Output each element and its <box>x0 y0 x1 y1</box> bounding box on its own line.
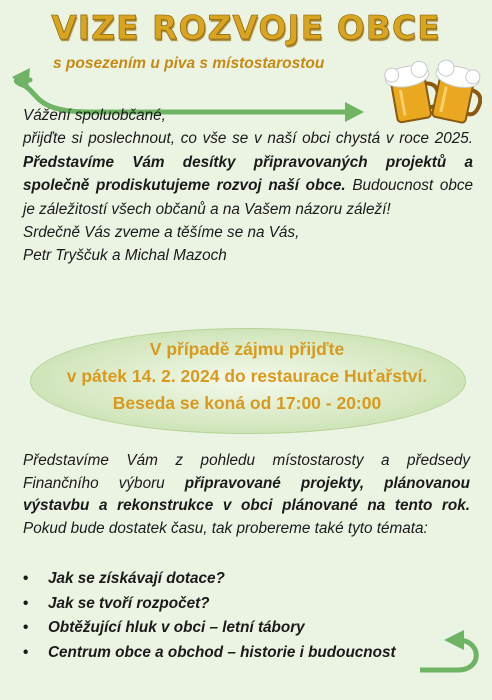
topic-text: Obtěžující hluk v obci – letní tábory <box>48 619 305 636</box>
list-item <box>23 592 396 617</box>
intro-after: Budoucnost obce je záležitostí všech občanů a na Vašem názoru záleží! <box>23 177 473 218</box>
bullet-icon: • <box>23 643 29 661</box>
event-info <box>30 336 464 417</box>
body-text <box>23 450 470 541</box>
intro-text <box>23 104 473 268</box>
bullet-icon: • <box>23 619 29 636</box>
list-item <box>23 567 396 592</box>
body-start: Představíme Vám z pohledu místostarosty a předsedy Finančního výboru <box>23 452 470 492</box>
bullet-icon: • <box>23 570 29 587</box>
body-bold: připravované projekty, plánovanou výstavbu a rekonstrukce v obci plánované na tento rok. <box>23 474 470 515</box>
intro-paragraph <box>23 127 473 221</box>
list-item <box>23 641 396 666</box>
page-title: VIZE ROZVOJE OBCE <box>51 8 441 47</box>
greeting: Vážení spoluobčané, <box>23 107 166 124</box>
list-item <box>23 616 396 641</box>
topic-text: Jak se získávají dotace? <box>48 570 225 587</box>
event-line-2: v pátek 14. 2. 2024 do restaurace Huťařství. <box>66 366 428 386</box>
curved-arrow-icon <box>420 620 492 680</box>
event-line-3: Beseda se koná od 17:00 - 20:00 <box>112 393 382 413</box>
body-end: Pokud bude dostatek času, tak probereme také tyto témata: <box>23 520 428 538</box>
intro-bold: Představíme Vám desítky připravovaných projektů a společně prodiskutujeme rozvoj naší obce. <box>23 153 473 195</box>
bullet-icon: • <box>23 594 29 612</box>
page-subtitle: s posezením u piva s místostarostou <box>53 55 325 72</box>
body-paragraph <box>23 450 470 541</box>
signature-line-2: Petr Tryščuk a Michal Mazoch <box>23 247 227 265</box>
topic-text: Jak se tvoří rozpočet? <box>48 594 210 612</box>
topics-list <box>23 567 396 665</box>
topic-text: Centrum obce a obchod – historie i budoucnost <box>48 643 396 661</box>
intro-plain: přijďte si poslechnout, co vše se v naší obci chystá v roce 2025. <box>23 130 473 148</box>
event-line-1: V případě zájmu přijďte <box>149 339 345 359</box>
signature-line-1: Srdečně Vás zveme a těšíme se na Vás, <box>23 224 300 242</box>
